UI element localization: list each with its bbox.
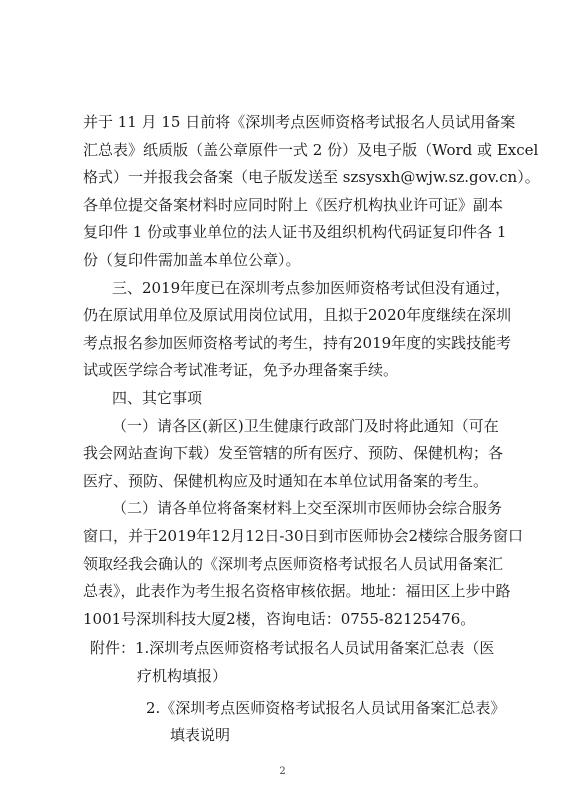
page-number: 2 [279, 766, 286, 777]
attachment-1-text: 附件：1.深圳考点医师资格考试报名人员试用备案汇总表（医 [90, 639, 495, 657]
item-two-line-4: 总表》，此表作为考生报名资格审核依据。地址：福田区上步中路 [83, 582, 511, 600]
text-line-4: 各单位提交备案材料时应同时附上《医疗机构执业许可证》副本 [83, 196, 504, 214]
text-line-8: 仍在原试用单位及原试用岗位试用，且拟于2020年度继续在深圳 [83, 306, 512, 324]
item-two-line-1: （二）请各单位将备案材料上交至深圳市医师协会综合服务 [112, 499, 503, 517]
item-one-line-2: 我会网站查询下载）发至管辖的所有医疗、预防、保健机构；各 [83, 444, 504, 462]
text-line-3: 格式）一并报我会备案（电子版发送至 szsysxh@wjw.sz.gov.cn）。 [83, 168, 540, 186]
section-three-heading-line: 三、2019年度已在深圳考点参加医师资格考试但没有通过， [112, 279, 511, 297]
section-four-heading: 四、其它事项 [112, 389, 203, 407]
attachment-1-continuation: 疗机构填报） [137, 667, 228, 685]
text-line-2: 汇总表》纸质版（盖公章原件一式 2 份）及电子版（Word 或 Excel [83, 141, 539, 159]
text-line-6: 份（复印件需加盖本单位公章）。 [83, 251, 301, 269]
attachment-2-text: 2.《深圳考点医师资格考试报名人员试用备案汇总表》 [146, 699, 506, 717]
text-line-5: 复印件 1 份或事业单位的法人证书及组织机构代码证复印件各 1 [83, 223, 507, 241]
text-line-9: 考点报名参加医师资格考试的考生，持有2019年度的实践技能考 [83, 334, 512, 352]
item-two-line-2: 窗口，并于2019年12月12日-30日到市医师协会2楼综合服务窗口 [83, 527, 524, 545]
item-two-line-5: 1001号深圳科技大厦2楼，咨询电话：0755-82125476。 [83, 610, 476, 628]
text-line-10: 试或医学综合考试准考证，免予办理备案手续。 [83, 361, 399, 379]
item-one-line-1: （一）请各区(新区)卫生健康行政部门及时将此通知（可在 [112, 417, 499, 435]
item-two-line-3: 领取经我会确认的《深圳考点医师资格考试报名人员试用备案汇 [83, 555, 504, 573]
attachment-2-continuation: 填表说明 [170, 726, 231, 744]
text-line-1: 并于 11 月 15 日前将《深圳考点医师资格考试报名人员试用备案 [83, 113, 516, 131]
item-one-line-3: 医疗、预防、保健机构应及时通知在本单位试用备案的考生。 [83, 472, 489, 490]
